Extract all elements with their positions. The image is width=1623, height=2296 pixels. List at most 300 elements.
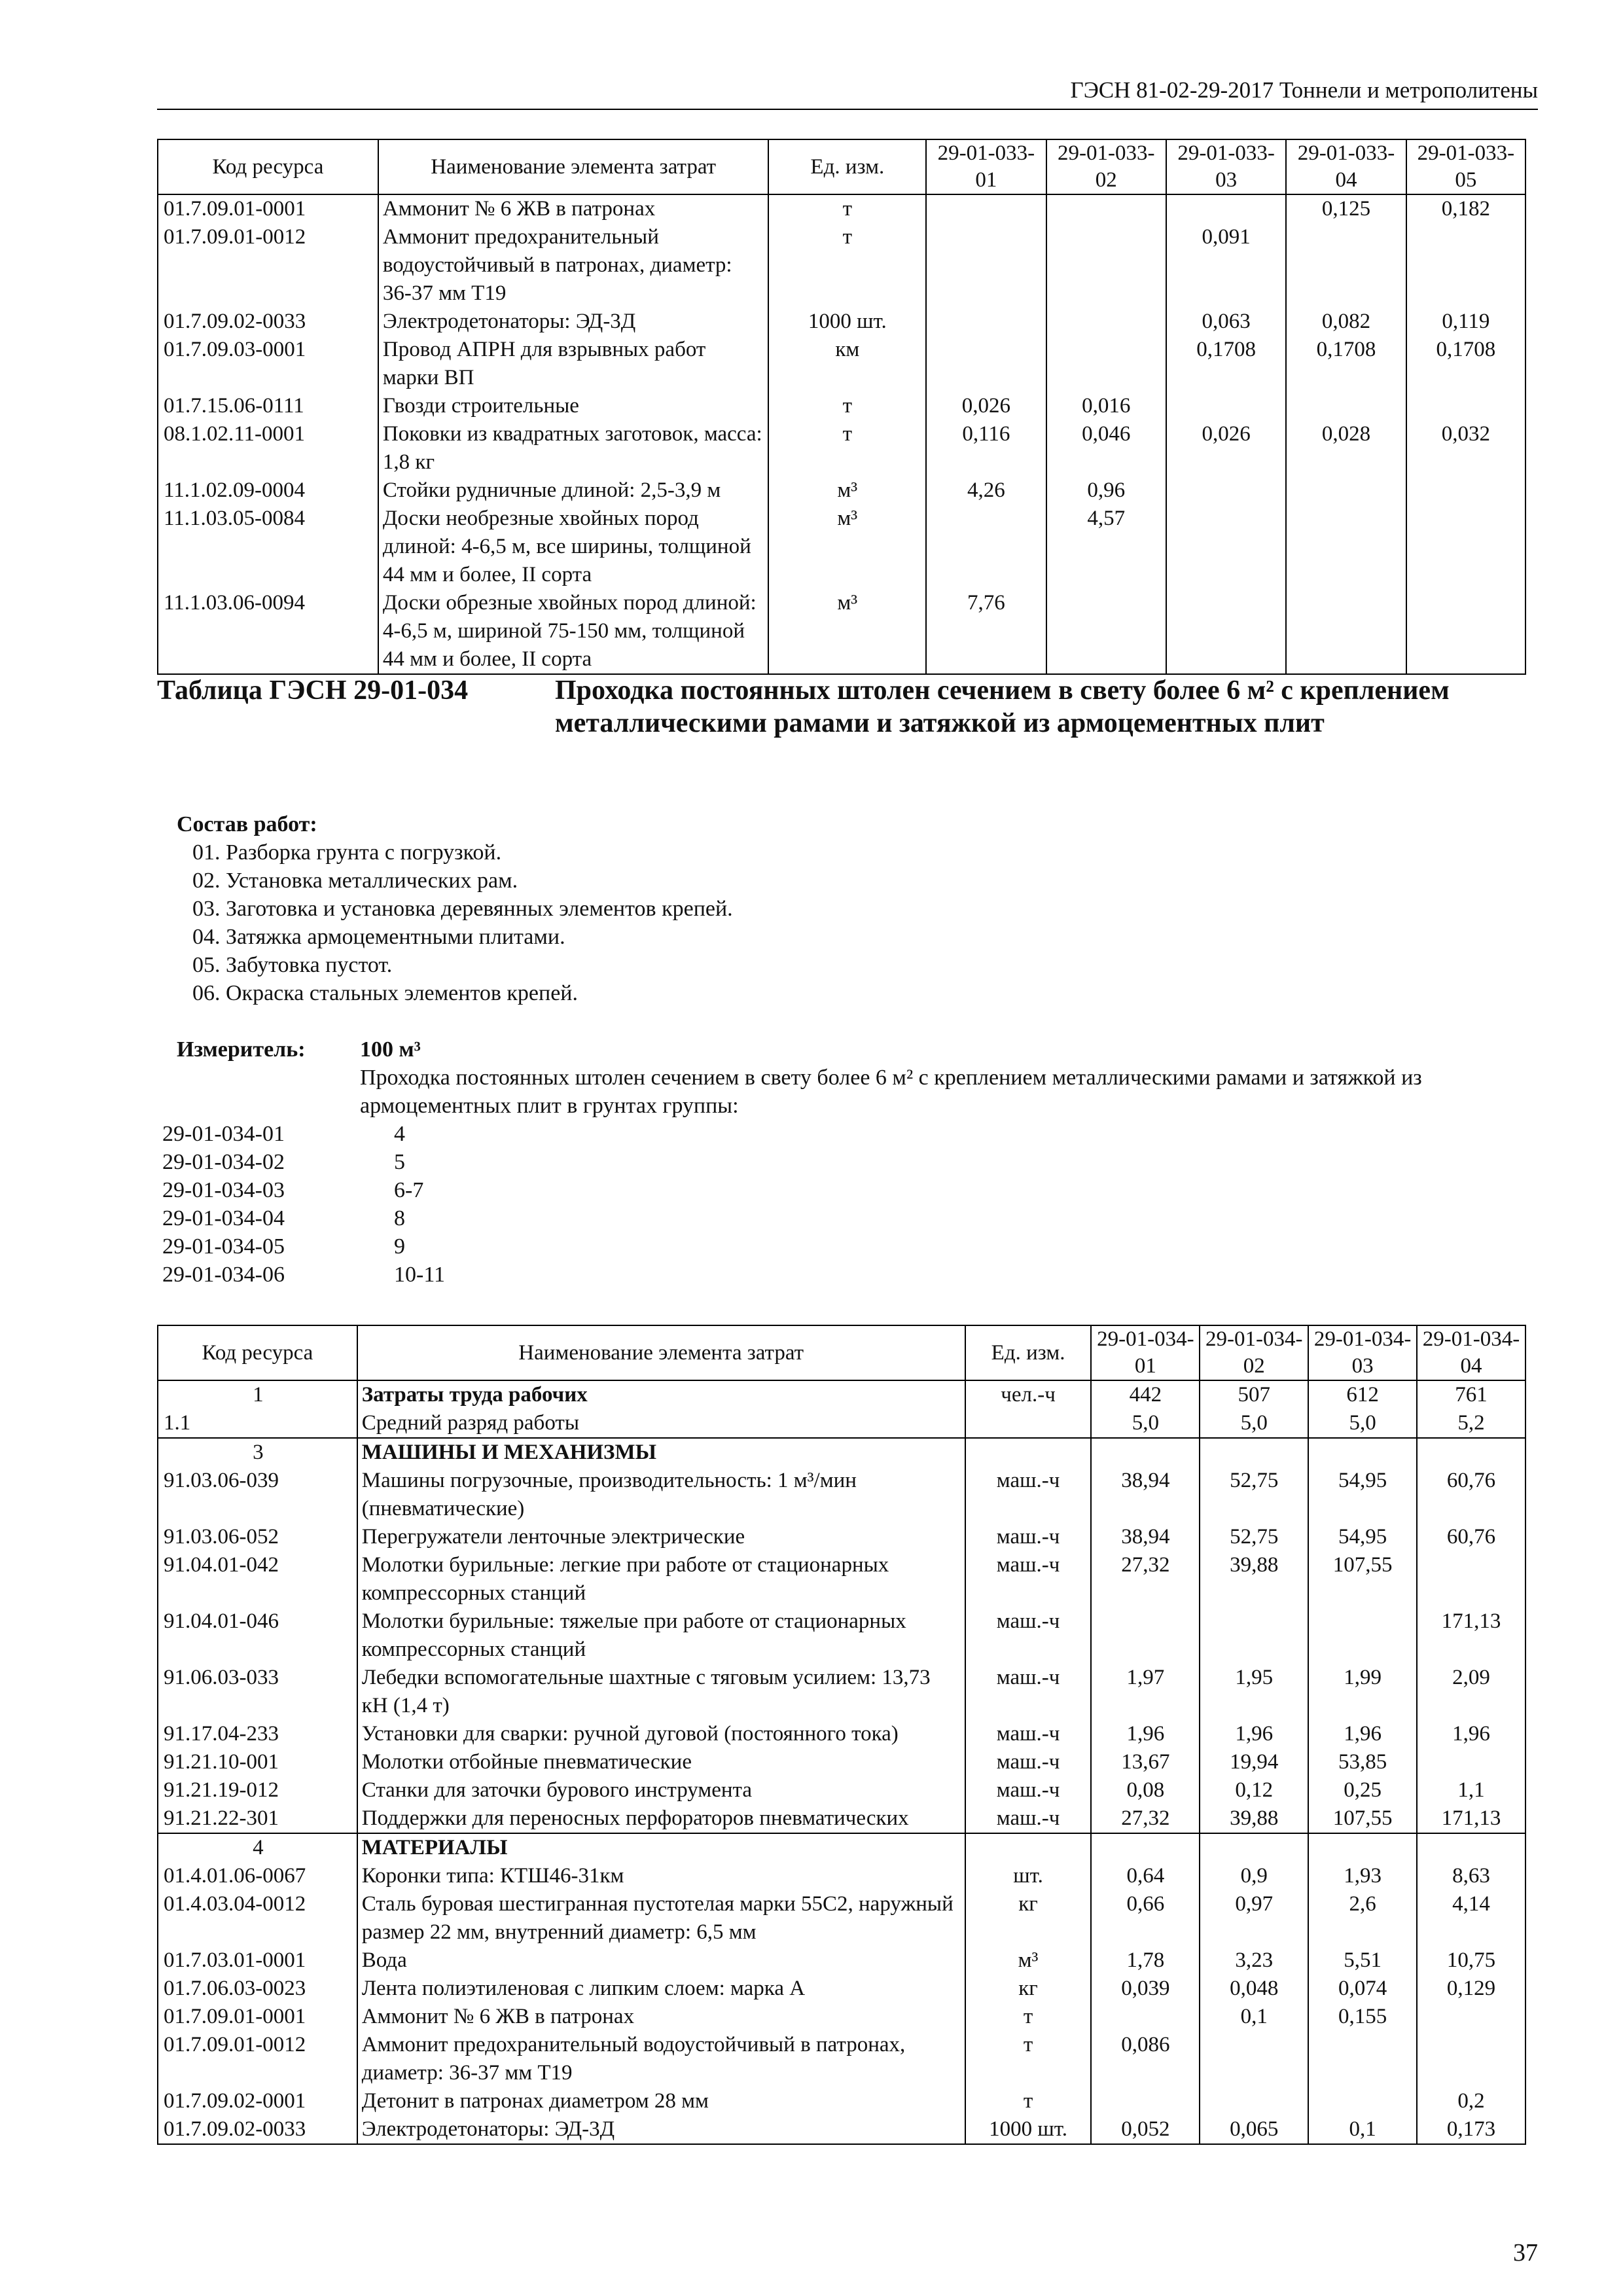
table-row: [158, 1523, 1525, 1551]
value-cell: [1308, 1833, 1417, 1862]
value-cell: 1,96: [1200, 1720, 1308, 1748]
group-value: 9: [394, 1234, 405, 1259]
group-value: 6-7: [394, 1178, 424, 1202]
value-cell: [1308, 1438, 1417, 1467]
ground-groups: [162, 1120, 445, 1289]
value-cell: 53,85: [1308, 1748, 1417, 1776]
resource-code-cell: 11.1.03.05-0084: [158, 505, 378, 589]
resource-name-cell: Доски обрезные хвойных пород длиной: 4-6,5 м, шириной 75-150 мм, толщиной 44 мм и более, II сорта: [378, 589, 769, 674]
value-cell: 0,091: [1166, 223, 1286, 308]
value-cell: 612: [1308, 1380, 1417, 1409]
value-cell: 0,08: [1091, 1776, 1200, 1804]
resource-name-cell: Аммонит предохранительный водоустойчивый в патронах, диаметр: 36-37 мм Т19: [378, 223, 769, 308]
column-header: 29-01-033-05: [1406, 139, 1525, 194]
value-cell: 39,88: [1200, 1804, 1308, 1833]
value-cell: [1417, 2031, 1525, 2087]
value-cell: 54,95: [1308, 1523, 1417, 1551]
value-cell: [1406, 589, 1525, 674]
column-header: 29-01-033-01: [926, 139, 1046, 194]
work-item: 01. Разборка грунта с погрузкой.: [192, 840, 502, 865]
unit-cell: т: [768, 223, 926, 308]
resource-name-cell: Лебедки вспомогательные шахтные с тяговым усилием: 13,73 кН (1,4 т): [357, 1664, 965, 1720]
value-cell: 4,14: [1417, 1890, 1525, 1946]
unit-cell: маш.-ч: [965, 1467, 1092, 1523]
table-row: [158, 1748, 1525, 1776]
resource-table-033: [157, 139, 1526, 675]
unit-cell: м³: [768, 589, 926, 674]
resource-name-cell: Лента полиэтиленовая с липким слоем: марка А: [357, 1975, 965, 2003]
value-cell: [1046, 308, 1166, 336]
unit-cell: кг: [965, 1975, 1092, 2003]
value-cell: 0,9: [1200, 1862, 1308, 1890]
value-cell: [1417, 1833, 1525, 1862]
value-cell: [1166, 194, 1286, 223]
group-code: 29-01-034-02: [162, 1150, 285, 1174]
resource-code-cell: 01.4.01.06-0067: [158, 1862, 357, 1890]
resource-name-cell: Поддержки для переносных перфораторов пневматических: [357, 1804, 965, 1833]
unit-cell: [965, 1438, 1092, 1467]
table-row: [158, 1664, 1525, 1720]
value-cell: [1308, 2031, 1417, 2087]
work-item: 05. Забутовка пустот.: [192, 953, 393, 977]
table-row: [158, 505, 1525, 589]
resource-code-cell: 91.17.04-233: [158, 1720, 357, 1748]
value-cell: 10,75: [1417, 1946, 1525, 1975]
group-code: 29-01-034-01: [162, 1122, 285, 1146]
value-cell: [1091, 2087, 1200, 2115]
unit-cell: чел.-ч: [965, 1380, 1092, 1409]
resource-name-cell: Электродетонаторы: ЭД-3Д: [357, 2115, 965, 2144]
value-cell: 60,76: [1417, 1467, 1525, 1523]
table-row: [158, 476, 1525, 505]
unit-cell: т: [965, 2087, 1092, 2115]
work-item: 06. Окраска стальных элементов крепей.: [192, 981, 579, 1005]
resource-name-cell: Молотки бурильные: легкие при работе от стационарных компрессорных станций: [357, 1551, 965, 1607]
value-cell: 13,67: [1091, 1748, 1200, 1776]
resource-name-cell: Поковки из квадратных заготовок, масса: 1,8 кг: [378, 420, 769, 476]
value-cell: 27,32: [1091, 1804, 1200, 1833]
resource-code-cell: 01.7.09.01-0001: [158, 194, 378, 223]
value-cell: 1,96: [1091, 1720, 1200, 1748]
unit-cell: маш.-ч: [965, 1551, 1092, 1607]
column-header: 29-01-034-04: [1417, 1325, 1525, 1380]
unit-cell: маш.-ч: [965, 1607, 1092, 1664]
table-row: [158, 1551, 1525, 1607]
unit-cell: шт.: [965, 1862, 1092, 1890]
value-cell: 38,94: [1091, 1467, 1200, 1523]
resource-code-cell: 91.06.03-033: [158, 1664, 357, 1720]
table-description: Проходка постоянных штолен сечением в свету более 6 м² с креплением металлическими рамами и затяжкой из армоцементных плит: [555, 675, 1450, 738]
table-row: [158, 1438, 1525, 1467]
resource-code-cell: 1: [158, 1380, 357, 1409]
value-cell: 2,09: [1417, 1664, 1525, 1720]
value-cell: [926, 194, 1046, 223]
value-cell: 107,55: [1308, 1804, 1417, 1833]
value-cell: 507: [1200, 1380, 1308, 1409]
value-cell: 2,6: [1308, 1890, 1417, 1946]
value-cell: 0,082: [1286, 308, 1406, 336]
resource-name-cell: Молотки бурильные: тяжелые при работе от стационарных компрессорных станций: [357, 1607, 965, 1664]
resource-code-cell: 91.03.06-039: [158, 1467, 357, 1523]
table-title: Таблица ГЭСН 29-01-034: [157, 675, 469, 706]
value-cell: [926, 223, 1046, 308]
group-code: 29-01-034-03: [162, 1178, 285, 1202]
value-cell: 0,2: [1417, 2087, 1525, 2115]
resource-code-cell: 01.4.03.04-0012: [158, 1890, 357, 1946]
resource-name-cell: МАШИНЫ И МЕХАНИЗМЫ: [357, 1438, 965, 1467]
resource-name-cell: Электродетонаторы: ЭД-3Д: [378, 308, 769, 336]
running-header-title: ГЭСН 81-02-29-2017 Тоннели и метрополитены: [1070, 77, 1538, 103]
group-value: 4: [394, 1122, 405, 1146]
value-cell: 1,97: [1091, 1664, 1200, 1720]
value-cell: 171,13: [1417, 1804, 1525, 1833]
resource-code-cell: 11.1.03.06-0094: [158, 589, 378, 674]
value-cell: [1091, 1607, 1200, 1664]
column-header: 29-01-034-03: [1308, 1325, 1417, 1380]
unit-cell: кг: [965, 1890, 1092, 1946]
value-cell: [1417, 2003, 1525, 2031]
column-header: Наименование элемента затрат: [378, 139, 769, 194]
running-header: [157, 77, 1538, 110]
resource-name-cell: Стойки рудничные длиной: 2,5-3,9 м: [378, 476, 769, 505]
resource-name-cell: Аммонит № 6 ЖВ в патронах: [357, 2003, 965, 2031]
resource-name-cell: Перегружатели ленточные электрические: [357, 1523, 965, 1551]
work-item: 03. Заготовка и установка деревянных элементов крепей.: [192, 897, 733, 921]
value-cell: [1406, 476, 1525, 505]
value-cell: 0,119: [1406, 308, 1525, 336]
table-row: [158, 1946, 1525, 1975]
value-cell: [1046, 194, 1166, 223]
column-header: Код ресурса: [158, 139, 378, 194]
resource-code-cell: 91.21.22-301: [158, 1804, 357, 1833]
value-cell: 1,1: [1417, 1776, 1525, 1804]
value-cell: [1308, 2087, 1417, 2115]
value-cell: [1417, 1438, 1525, 1467]
value-cell: [1417, 1551, 1525, 1607]
value-cell: 0,1: [1200, 2003, 1308, 2031]
resource-code-cell: 08.1.02.11-0001: [158, 420, 378, 476]
table-row: [158, 1862, 1525, 1890]
value-cell: 3,23: [1200, 1946, 1308, 1975]
unit-cell: 1000 шт.: [768, 308, 926, 336]
resource-name-cell: Машины погрузочные, производительность: 1 м³/мин (пневматические): [357, 1467, 965, 1523]
value-cell: 0,065: [1200, 2115, 1308, 2144]
value-cell: [1417, 1748, 1525, 1776]
table-row: [158, 2115, 1525, 2144]
value-cell: 0,052: [1091, 2115, 1200, 2144]
value-cell: 27,32: [1091, 1551, 1200, 1607]
works-heading: Состав работ:: [177, 812, 317, 836]
unit-cell: 1000 шт.: [965, 2115, 1092, 2144]
value-cell: 52,75: [1200, 1523, 1308, 1551]
value-cell: [926, 336, 1046, 392]
unit-cell: [965, 1409, 1092, 1438]
unit-cell: маш.-ч: [965, 1776, 1092, 1804]
column-header: 29-01-034-01: [1091, 1325, 1200, 1380]
resource-code-cell: 1.1: [158, 1409, 357, 1438]
value-cell: [1046, 336, 1166, 392]
value-cell: [926, 505, 1046, 589]
value-cell: [1200, 2087, 1308, 2115]
resource-name-cell: Провод АПРН для взрывных работ марки ВП: [378, 336, 769, 392]
resource-code-cell: 3: [158, 1438, 357, 1467]
group-row: [162, 1148, 445, 1176]
value-cell: [1091, 1438, 1200, 1467]
value-cell: 5,0: [1308, 1409, 1417, 1438]
group-row: [162, 1204, 445, 1232]
value-cell: [1046, 589, 1166, 674]
group-code: 29-01-034-06: [162, 1263, 285, 1287]
group-value: 8: [394, 1206, 405, 1230]
value-cell: [1286, 223, 1406, 308]
value-cell: [926, 308, 1046, 336]
column-header: Код ресурса: [158, 1325, 357, 1380]
value-cell: 8,63: [1417, 1862, 1525, 1890]
value-cell: 0,173: [1417, 2115, 1525, 2144]
value-cell: 107,55: [1308, 1551, 1417, 1607]
value-cell: 1,93: [1308, 1862, 1417, 1890]
table-row: [158, 2087, 1525, 2115]
value-cell: 0,1708: [1286, 336, 1406, 392]
resource-name-cell: МАТЕРИАЛЫ: [357, 1833, 965, 1862]
unit-cell: т: [965, 2003, 1092, 2031]
value-cell: 0,063: [1166, 308, 1286, 336]
table-row: [158, 2031, 1525, 2087]
measure-value: 100 м³: [360, 1037, 421, 1062]
column-header: Ед. изм.: [965, 1325, 1092, 1380]
unit-cell: маш.-ч: [965, 1748, 1092, 1776]
work-item: 04. Затяжка армоцементными плитами.: [192, 925, 565, 949]
unit-cell: м³: [768, 505, 926, 589]
unit-cell: т: [768, 420, 926, 476]
resource-code-cell: 91.21.10-001: [158, 1748, 357, 1776]
value-cell: 5,0: [1091, 1409, 1200, 1438]
value-cell: [1286, 392, 1406, 420]
value-cell: [1406, 505, 1525, 589]
table-row: [158, 1720, 1525, 1748]
column-header: Ед. изм.: [768, 139, 926, 194]
group-value: 10-11: [394, 1263, 446, 1287]
resource-name-cell: Сталь буровая шестигранная пустотелая марки 55С2, наружный размер 22 мм, внутренний диаметр: 6,5 мм: [357, 1890, 965, 1946]
value-cell: [1166, 589, 1286, 674]
value-cell: 0,64: [1091, 1862, 1200, 1890]
resource-code-cell: 01.7.03.01-0001: [158, 1946, 357, 1975]
value-cell: 4,26: [926, 476, 1046, 505]
resource-name-cell: Станки для заточки бурового инструмента: [357, 1776, 965, 1804]
unit-cell: маш.-ч: [965, 1664, 1092, 1720]
unit-cell: [965, 1833, 1092, 1862]
resource-code-cell: 01.7.09.02-0033: [158, 308, 378, 336]
value-cell: 0,1708: [1166, 336, 1286, 392]
value-cell: 19,94: [1200, 1748, 1308, 1776]
value-cell: 0,048: [1200, 1975, 1308, 2003]
table-row: [158, 194, 1525, 223]
measure-description: Проходка постоянных штолен сечением в свету более 6 м² с креплением металлическими рамами и затяжкой из армоцементных плит в грунтах группы:: [360, 1066, 1422, 1118]
table-row: [158, 1776, 1525, 1804]
value-cell: 0,155: [1308, 2003, 1417, 2031]
value-cell: 0,1: [1308, 2115, 1417, 2144]
table-row: [158, 308, 1525, 336]
resource-code-cell: 01.7.09.02-0001: [158, 2087, 357, 2115]
resource-name-cell: Детонит в патронах диаметром 28 мм: [357, 2087, 965, 2115]
value-cell: [1200, 2031, 1308, 2087]
unit-cell: м³: [768, 476, 926, 505]
table-row: [158, 392, 1525, 420]
value-cell: 38,94: [1091, 1523, 1200, 1551]
resource-code-cell: 01.7.09.02-0033: [158, 2115, 357, 2144]
unit-cell: маш.-ч: [965, 1804, 1092, 1833]
value-cell: 1,99: [1308, 1664, 1417, 1720]
resource-name-cell: Аммонит предохранительный водоустойчивый в патронах, диаметр: 36-37 мм Т19: [357, 2031, 965, 2087]
unit-cell: т: [768, 392, 926, 420]
value-cell: 7,76: [926, 589, 1046, 674]
unit-cell: маш.-ч: [965, 1720, 1092, 1748]
unit-cell: т: [768, 194, 926, 223]
resource-code-cell: 91.04.01-042: [158, 1551, 357, 1607]
value-cell: [1286, 476, 1406, 505]
table-row: [158, 1467, 1525, 1523]
resource-name-cell: Вода: [357, 1946, 965, 1975]
table-row: [158, 1409, 1525, 1438]
works-list: [177, 810, 733, 1007]
resource-name-cell: Молотки отбойные пневматические: [357, 1748, 965, 1776]
value-cell: [1200, 1438, 1308, 1467]
value-cell: [1406, 223, 1525, 308]
resource-code-cell: 01.7.09.01-0012: [158, 223, 378, 308]
resource-code-cell: 91.04.01-046: [158, 1607, 357, 1664]
value-cell: 1,96: [1417, 1720, 1525, 1748]
resource-code-cell: 01.7.09.01-0001: [158, 2003, 357, 2031]
value-cell: 0,032: [1406, 420, 1525, 476]
group-code: 29-01-034-05: [162, 1234, 285, 1259]
table-row: [158, 223, 1525, 308]
table-row: [158, 420, 1525, 476]
value-cell: [1091, 2003, 1200, 2031]
resource-table-034: [157, 1325, 1526, 2145]
value-cell: [1286, 589, 1406, 674]
group-value: 5: [394, 1150, 405, 1174]
column-header: 29-01-033-02: [1046, 139, 1166, 194]
value-cell: 0,25: [1308, 1776, 1417, 1804]
resource-code-cell: 11.1.02.09-0004: [158, 476, 378, 505]
value-cell: 1,95: [1200, 1664, 1308, 1720]
column-header: 29-01-034-02: [1200, 1325, 1308, 1380]
page-number: 37: [1513, 2239, 1538, 2267]
value-cell: 1,96: [1308, 1720, 1417, 1748]
group-code: 29-01-034-04: [162, 1206, 285, 1230]
resource-code-cell: 01.7.09.03-0001: [158, 336, 378, 392]
value-cell: [1166, 505, 1286, 589]
resource-name-cell: Коронки типа: КТШ46-31км: [357, 1862, 965, 1890]
value-cell: [1166, 476, 1286, 505]
value-cell: [1200, 1833, 1308, 1862]
resource-code-cell: 4: [158, 1833, 357, 1862]
resource-code-cell: 01.7.09.01-0012: [158, 2031, 357, 2087]
value-cell: [1286, 505, 1406, 589]
value-cell: 0,046: [1046, 420, 1166, 476]
value-cell: 4,57: [1046, 505, 1166, 589]
value-cell: 0,12: [1200, 1776, 1308, 1804]
value-cell: 52,75: [1200, 1467, 1308, 1523]
resource-name-cell: Установки для сварки: ручной дуговой (постоянного тока): [357, 1720, 965, 1748]
work-item: 02. Установка металлических рам.: [192, 869, 518, 893]
resource-code-cell: 01.7.15.06-0111: [158, 392, 378, 420]
value-cell: 442: [1091, 1380, 1200, 1409]
resource-name-cell: Аммонит № 6 ЖВ в патронах: [378, 194, 769, 223]
table-row: [158, 1607, 1525, 1664]
table-row: [158, 336, 1525, 392]
resource-name-cell: Затраты труда рабочих: [357, 1380, 965, 1409]
group-row: [162, 1120, 445, 1148]
value-cell: 5,0: [1200, 1409, 1308, 1438]
value-cell: [1046, 223, 1166, 308]
column-header: 29-01-033-04: [1286, 139, 1406, 194]
table-row: [158, 1975, 1525, 2003]
value-cell: 171,13: [1417, 1607, 1525, 1664]
value-cell: 0,074: [1308, 1975, 1417, 2003]
unit-cell: км: [768, 336, 926, 392]
resource-name-cell: Средний разряд работы: [357, 1409, 965, 1438]
column-header: 29-01-033-03: [1166, 139, 1286, 194]
table-row: [158, 2003, 1525, 2031]
value-cell: 0,125: [1286, 194, 1406, 223]
column-header: Наименование элемента затрат: [357, 1325, 965, 1380]
value-cell: 0,039: [1091, 1975, 1200, 2003]
value-cell: 60,76: [1417, 1523, 1525, 1551]
table-row: [158, 1890, 1525, 1946]
unit-cell: т: [965, 2031, 1092, 2087]
table-row: [158, 1833, 1525, 1862]
value-cell: 0,96: [1046, 476, 1166, 505]
group-row: [162, 1232, 445, 1261]
resource-name-cell: Гвозди строительные: [378, 392, 769, 420]
value-cell: [1166, 392, 1286, 420]
value-cell: 1,78: [1091, 1946, 1200, 1975]
table-row: [158, 1804, 1525, 1833]
value-cell: 0,086: [1091, 2031, 1200, 2087]
value-cell: [1091, 1833, 1200, 1862]
resource-code-cell: 91.21.19-012: [158, 1776, 357, 1804]
table-row: [158, 589, 1525, 674]
group-row: [162, 1261, 445, 1289]
value-cell: 0,028: [1286, 420, 1406, 476]
value-cell: 0,016: [1046, 392, 1166, 420]
value-cell: 0,129: [1417, 1975, 1525, 2003]
resource-name-cell: Доски необрезные хвойных пород длиной: 4-6,5 м, все ширины, толщиной 44 мм и более, II сорта: [378, 505, 769, 589]
value-cell: 0,97: [1200, 1890, 1308, 1946]
value-cell: [1200, 1607, 1308, 1664]
value-cell: 0,026: [926, 392, 1046, 420]
unit-cell: м³: [965, 1946, 1092, 1975]
value-cell: 761: [1417, 1380, 1525, 1409]
value-cell: 0,116: [926, 420, 1046, 476]
value-cell: 0,66: [1091, 1890, 1200, 1946]
value-cell: 0,026: [1166, 420, 1286, 476]
value-cell: 0,182: [1406, 194, 1525, 223]
value-cell: [1406, 392, 1525, 420]
resource-code-cell: 01.7.06.03-0023: [158, 1975, 357, 2003]
resource-code-cell: 91.03.06-052: [158, 1523, 357, 1551]
value-cell: 54,95: [1308, 1467, 1417, 1523]
group-row: [162, 1176, 445, 1204]
value-cell: 5,51: [1308, 1946, 1417, 1975]
unit-cell: маш.-ч: [965, 1523, 1092, 1551]
measure-label: Измеритель:: [177, 1037, 306, 1062]
value-cell: 0,1708: [1406, 336, 1525, 392]
value-cell: 39,88: [1200, 1551, 1308, 1607]
table-row: [158, 1380, 1525, 1409]
value-cell: 5,2: [1417, 1409, 1525, 1438]
